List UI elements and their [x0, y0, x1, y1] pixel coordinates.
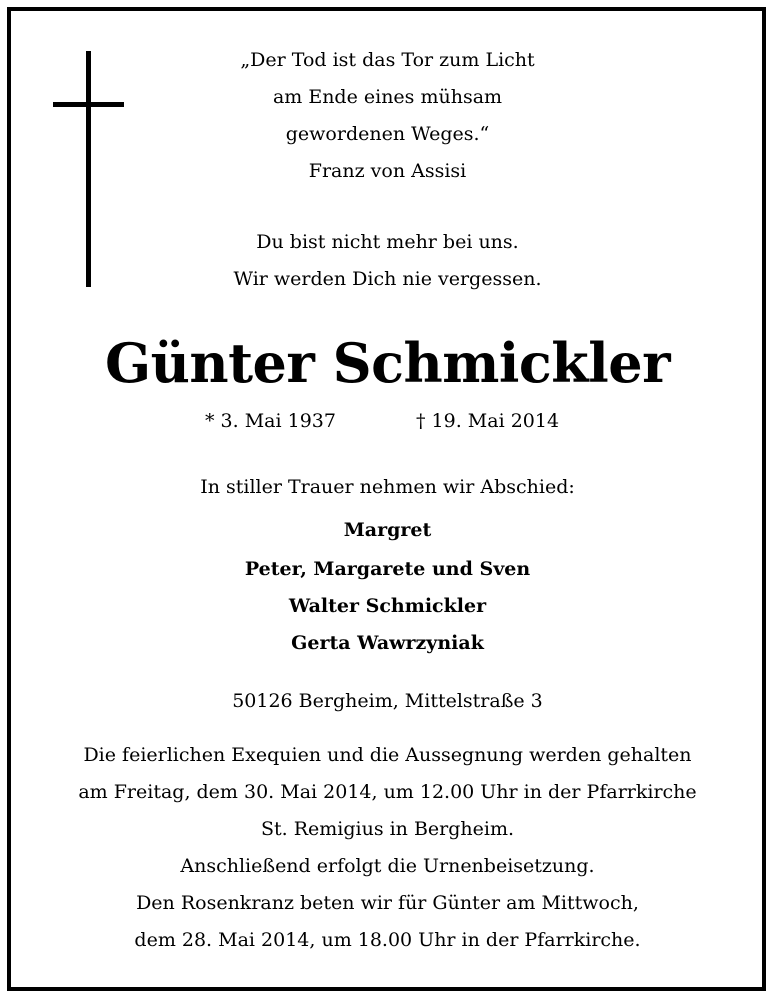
quote-author: Franz von Assisi: [308, 160, 467, 182]
memorial-line: Wir werden Dich nie vergessen.: [233, 268, 542, 290]
death-date: † 19. Mai 2014: [416, 410, 560, 432]
mourner-name: Walter Schmickler: [288, 595, 487, 617]
mourner-name: Gerta Wawrzyniak: [291, 632, 484, 654]
quote-line: gewordenen Weges.“: [285, 123, 490, 145]
memorial-line: Du bist nicht mehr bei uns.: [256, 231, 519, 253]
service-line: am Freitag, dem 30. Mai 2014, um 12.00 Uhr in der Pfarrkirche: [78, 781, 697, 803]
address: 50126 Bergheim, Mittelstraße 3: [232, 690, 543, 712]
mourner-name: Peter, Margarete und Sven: [244, 558, 531, 580]
service-line: St. Remigius in Bergheim.: [260, 818, 515, 840]
service-line: dem 28. Mai 2014, um 18.00 Uhr in der Pfarrkirche.: [134, 929, 641, 951]
service-line: Anschließend erfolgt die Urnenbeisetzung.: [180, 855, 595, 877]
service-line: Die feierlichen Exequien und die Aussegnung werden gehalten: [83, 744, 692, 766]
mourner-name: Margret: [343, 519, 432, 541]
birth-date: * 3. Mai 1937: [205, 410, 336, 432]
deceased-name: Günter Schmickler: [104, 331, 671, 395]
obituary-frame: [7, 7, 766, 991]
quote-line: am Ende eines mühsam: [272, 86, 503, 108]
service-line: Den Rosenkranz beten wir für Günter am Mittwoch,: [136, 892, 639, 914]
mourners-intro: In stiller Trauer nehmen wir Abschied:: [200, 476, 575, 498]
quote-line: „Der Tod ist das Tor zum Licht: [240, 49, 535, 71]
